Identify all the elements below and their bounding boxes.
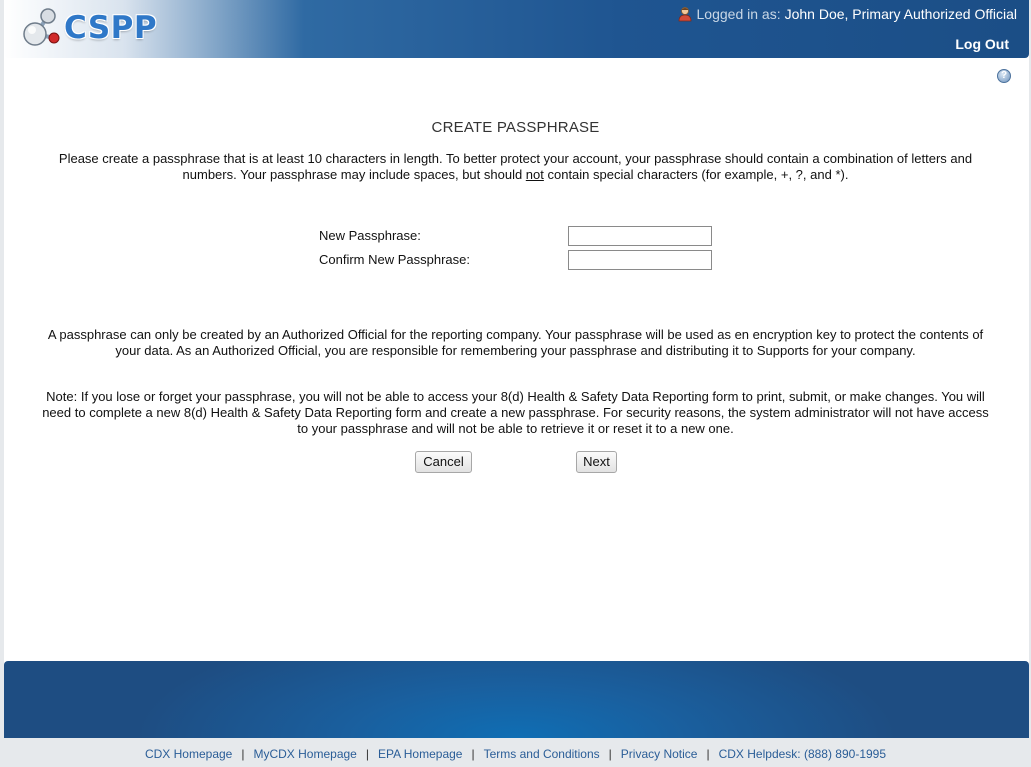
logged-in-status bbox=[677, 6, 1017, 22]
next-button[interactable]: Next bbox=[576, 451, 617, 473]
footer-link-epa-homepage[interactable]: EPA Homepage bbox=[377, 747, 463, 761]
confirm-passphrase-label: Confirm New Passphrase: bbox=[319, 252, 470, 267]
footer-band bbox=[4, 661, 1029, 738]
authorized-official-note: A passphrase can only be created by an Authorized Official for the reporting company. Your passphrase will be used as en encryption key to protect the contents of your data. As an Authorized Official, you are responsible for remembering your passphrase and distributing it to Supports for your company. bbox=[47, 327, 984, 358]
cspp-logo[interactable] bbox=[20, 6, 160, 50]
footer-link-mycdx-homepage[interactable]: MyCDX Homepage bbox=[253, 747, 357, 761]
help-icon[interactable]: ? bbox=[997, 69, 1011, 83]
intro-text-part-2: contain special characters (for example, +, ?, and *). bbox=[543, 167, 849, 182]
footer-links bbox=[0, 747, 1031, 761]
footer-separator: | bbox=[365, 747, 369, 761]
footer-separator: | bbox=[706, 747, 710, 761]
new-passphrase-label: New Passphrase: bbox=[319, 228, 421, 243]
footer-separator: | bbox=[471, 747, 475, 761]
intro-text-part-1: Please create a passphrase that is at least 10 characters in length. To better protect your account, your passphrase should contain a combination of letters and numbers. Your passphrase may include spaces, but should bbox=[58, 151, 973, 182]
footer-link-helpdesk[interactable]: CDX Helpdesk: (888) 890-1995 bbox=[718, 747, 887, 761]
lost-passphrase-note: Note: If you lose or forget your passphrase, you will not be able to access your 8(d) Health & Safety Data Reporting form to print, submit, or make changes. You will need to complete a new 8(d) Health & Safety Data Reporting form and create a new passphrase. For security reasons, the system administrator will not have access to your passphrase and will not be able to retrieve it or reset it to a new one. bbox=[42, 389, 989, 436]
page-frame bbox=[4, 0, 1029, 738]
confirm-passphrase-input[interactable] bbox=[568, 250, 712, 270]
footer-link-privacy[interactable]: Privacy Notice bbox=[620, 747, 698, 761]
new-passphrase-input[interactable] bbox=[568, 226, 712, 246]
footer-link-terms[interactable]: Terms and Conditions bbox=[483, 747, 600, 761]
logged-in-label: Logged in as: bbox=[696, 6, 781, 22]
intro-emphasis: not bbox=[525, 167, 544, 182]
user-name: John Doe, Primary Authorized Official bbox=[784, 6, 1017, 22]
footer-separator: | bbox=[241, 747, 245, 761]
page-title: CREATE PASSPHRASE bbox=[431, 119, 600, 136]
footer-link-cdx-homepage[interactable]: CDX Homepage bbox=[144, 747, 233, 761]
header bbox=[4, 0, 1029, 58]
molecule-logo-icon bbox=[20, 6, 64, 50]
intro-text bbox=[40, 151, 991, 183]
cancel-button[interactable]: Cancel bbox=[415, 451, 472, 473]
logout-link[interactable]: Log Out bbox=[955, 36, 1009, 52]
footer-separator: | bbox=[608, 747, 612, 761]
logo-text: CSPP bbox=[64, 10, 158, 46]
user-icon bbox=[677, 6, 693, 22]
